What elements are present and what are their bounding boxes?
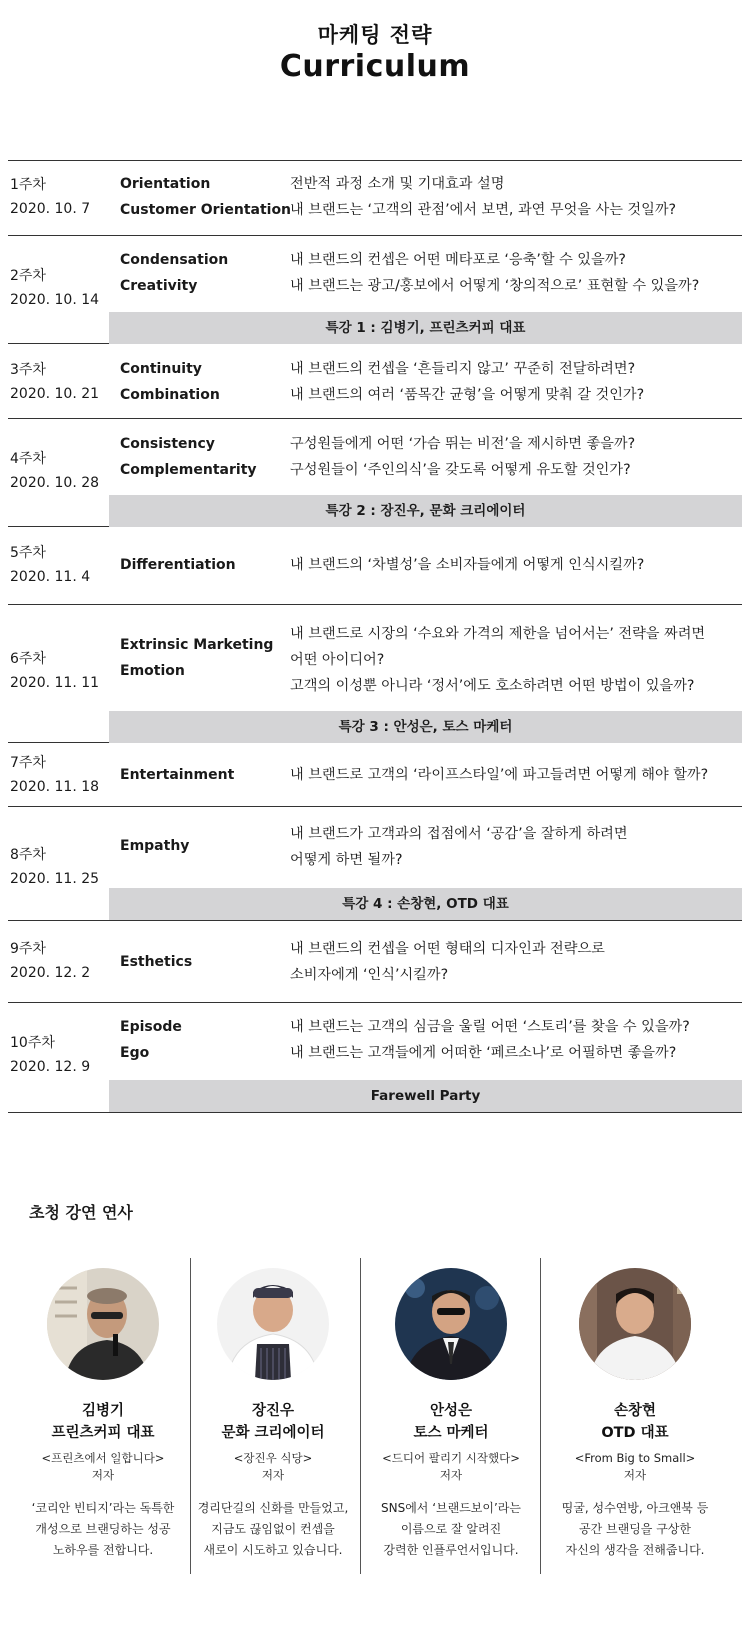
week-cell <box>10 264 99 312</box>
speaker-bio-line: 띵굴, 성수연방, 아크앤북 등 <box>561 1501 709 1515</box>
description-line: 어떤 아이디어? <box>290 652 385 668</box>
description-line: 내 브랜드의 컨셉을 어떤 형태의 디자인과 전략으로 <box>290 941 605 957</box>
speaker-photo <box>217 1268 329 1380</box>
curriculum-row-week-1 <box>8 161 742 236</box>
week-date: 2020. 10. 21 <box>10 386 100 402</box>
topic-cell <box>120 356 220 408</box>
topic-label: Empathy <box>120 838 190 854</box>
description-line: 내 브랜드가 고객과의 접점에서 ‘공감’을 잘하게 하려면 <box>290 826 628 842</box>
speaker-name: 장진우 <box>251 1403 295 1419</box>
topic-label: Continuity <box>120 361 202 377</box>
topic-label: Combination <box>120 387 220 403</box>
description-line: 소비자에게 ‘인식’시킬까? <box>290 967 449 983</box>
speaker-book: <드디어 팔리기 시작했다> <box>382 1451 520 1465</box>
speaker-name: 김병기 <box>81 1403 125 1419</box>
description-line: 어떻게 하면 될까? <box>290 852 403 868</box>
description-line: 구성원들에게 어떤 ‘가슴 뛰는 비전’을 제시하면 좋을까? <box>290 436 636 452</box>
curriculum-row-week-2 <box>8 236 742 344</box>
topic-cell <box>120 632 273 684</box>
curriculum-row-week-4 <box>8 419 742 527</box>
speaker-photo <box>395 1268 507 1380</box>
description-cell <box>290 1014 740 1066</box>
speaker-bio-line: 자신의 생각을 전해줍니다. <box>565 1543 705 1557</box>
speaker-card <box>16 1258 190 1561</box>
week-cell <box>10 751 99 799</box>
topic-label: Orientation <box>120 176 211 192</box>
special-lecture-banner: 특강 1 : 김병기, 프린츠커피 대표 <box>109 312 742 344</box>
curriculum-row-week-5 <box>8 527 742 605</box>
topic-label: Entertainment <box>120 767 235 783</box>
speaker-bio-line: 개성으로 브랜딩하는 성공 <box>35 1522 171 1536</box>
description-line: 구성원들이 ‘주인의식’을 갖도록 어떻게 유도할 것인가? <box>290 462 631 478</box>
speaker-book: <장진우 식당> <box>233 1451 313 1465</box>
topic-cell <box>120 949 192 975</box>
description-cell <box>290 247 740 299</box>
topic-cell <box>120 171 291 223</box>
speaker-bio-line: 강력한 인플루언서입니다. <box>383 1543 519 1557</box>
topic-label: Creativity <box>120 278 198 294</box>
description-cell <box>290 821 740 873</box>
curriculum-row-week-10 <box>8 1003 742 1113</box>
speaker-role: 토스 마케터 <box>413 1425 489 1441</box>
speaker-bio <box>16 1498 190 1561</box>
speaker-photo <box>579 1268 691 1380</box>
week-cell <box>10 173 90 221</box>
speaker-card <box>548 1258 722 1561</box>
week-date: 2020. 12. 2 <box>10 965 91 981</box>
description-cell <box>290 621 740 699</box>
topic-label: Ego <box>120 1045 150 1061</box>
topic-cell <box>120 833 189 859</box>
description-line: 내 브랜드의 컨셉은 어떤 메타포로 ‘응축’할 수 있을까? <box>290 252 626 268</box>
week-cell <box>10 447 99 495</box>
speakers-section-title: 초청 강연 연사 <box>29 1203 133 1222</box>
curriculum-row-week-8 <box>8 807 742 921</box>
speaker-bio-line: 새로이 시도하고 있습니다. <box>203 1543 343 1557</box>
description-line: 내 브랜드는 ‘고객의 관점’에서 보면, 과연 무엇을 사는 것일까? <box>290 202 677 218</box>
speaker-author-label: 저자 <box>91 1468 115 1482</box>
description-cell <box>290 552 740 578</box>
topic-label: Esthetics <box>120 954 193 970</box>
farewell-party-banner: Farewell Party <box>109 1080 742 1112</box>
topic-cell <box>120 431 257 483</box>
description-line: 내 브랜드로 시장의 ‘수요와 가격의 제한을 넘어서는’ 전략을 짜려면 <box>290 626 706 642</box>
description-line: 고객의 이성뿐 아니라 ‘정서’에도 호소하려면 어떤 방법이 있을까? <box>290 678 695 694</box>
topic-label: Extrinsic Marketing <box>120 637 274 653</box>
speaker-bio <box>186 1498 360 1561</box>
speaker-bio-line: 공간 브랜딩을 구상한 <box>579 1522 691 1536</box>
speaker-bio-line: 경리단길의 신화를 만들었고, <box>197 1501 349 1515</box>
week-label: 3주차 <box>10 362 46 378</box>
speaker-role: 문화 크리에이터 <box>221 1425 325 1441</box>
description-cell <box>290 356 740 408</box>
topic-label: Condensation <box>120 252 229 268</box>
week-date: 2020. 10. 7 <box>10 201 91 217</box>
topic-cell <box>120 552 236 578</box>
week-cell <box>10 843 99 891</box>
week-label: 4주차 <box>10 451 46 467</box>
speaker-bio-line: SNS에서 ‘브랜드보이’라는 <box>381 1501 521 1515</box>
topic-cell <box>120 762 234 788</box>
speaker-bio <box>364 1498 538 1561</box>
week-date: 2020. 11. 11 <box>10 675 100 691</box>
week-cell <box>10 647 99 695</box>
topic-label: Differentiation <box>120 557 236 573</box>
week-date: 2020. 10. 14 <box>10 292 100 308</box>
speaker-role: 프린츠커피 대표 <box>51 1425 155 1441</box>
curriculum-row-week-3 <box>8 344 742 419</box>
week-date: 2020. 11. 18 <box>10 779 100 795</box>
week-date: 2020. 12. 9 <box>10 1059 91 1075</box>
topic-label: Consistency <box>120 436 215 452</box>
week-date: 2020. 11. 25 <box>10 871 100 887</box>
page-title-english: Curriculum <box>279 49 471 84</box>
page-title-korean: 마케팅 전략 <box>317 23 433 47</box>
speaker-name: 안성은 <box>429 1403 473 1419</box>
special-lecture-banner: 특강 4 : 손창현, OTD 대표 <box>109 888 742 920</box>
speaker-book: <프린츠에서 일합니다> <box>41 1451 165 1465</box>
speaker-photo <box>47 1268 159 1380</box>
speaker-name: 손창현 <box>613 1403 657 1419</box>
speaker-bio-line: ‘코리안 빈티지’라는 독특한 <box>31 1501 175 1515</box>
topic-cell <box>120 1014 182 1066</box>
topic-label: Episode <box>120 1019 182 1035</box>
special-lecture-banner: 특강 2 : 장진우, 문화 크리에이터 <box>109 495 742 527</box>
week-cell <box>10 358 99 406</box>
speaker-author-label: 저자 <box>261 1468 285 1482</box>
topic-label: Emotion <box>120 663 185 679</box>
week-cell <box>10 937 90 985</box>
week-label: 2주차 <box>10 268 46 284</box>
description-line: 내 브랜드의 여러 ‘품목간 균형’을 어떻게 맞춰 갈 것인가? <box>290 387 645 403</box>
speaker-author-label: 저자 <box>623 1468 647 1482</box>
curriculum-table <box>8 160 742 1113</box>
page-header <box>0 20 750 84</box>
description-line: 내 브랜드는 고객들에게 어떠한 ‘페르소나’로 어필하면 좋을까? <box>290 1045 677 1061</box>
week-label: 7주차 <box>10 755 46 771</box>
speaker-card <box>186 1258 360 1561</box>
speaker-divider <box>540 1258 541 1574</box>
description-cell <box>290 762 740 788</box>
special-lecture-banner: 특강 3 : 안성은, 토스 마케터 <box>109 711 742 743</box>
speaker-author-label: 저자 <box>439 1468 463 1482</box>
speaker-card <box>364 1258 538 1561</box>
speaker-bio-line: 이름으로 잘 알려진 <box>400 1522 502 1536</box>
curriculum-row-week-7 <box>8 743 742 807</box>
speaker-book: <From Big to Small> <box>574 1451 696 1465</box>
speaker-bio-line: 지금도 끊임없이 컨셉을 <box>211 1522 335 1536</box>
week-date: 2020. 11. 4 <box>10 569 91 585</box>
week-cell <box>10 1031 90 1079</box>
description-cell <box>290 171 740 223</box>
description-cell <box>290 936 740 988</box>
week-label: 1주차 <box>10 177 46 193</box>
description-line: 내 브랜드는 광고/홍보에서 어떻게 ‘창의적으로’ 표현할 수 있을까? <box>290 278 700 294</box>
topic-label: Complementarity <box>120 462 257 478</box>
topic-label: Customer Orientation <box>120 202 292 218</box>
topic-cell <box>120 247 228 299</box>
week-label: 6주차 <box>10 651 46 667</box>
speaker-divider <box>360 1258 361 1574</box>
description-line: 내 브랜드는 고객의 심금을 울릴 어떤 ‘스토리’를 찾을 수 있을까? <box>290 1019 690 1035</box>
speaker-role: OTD 대표 <box>601 1425 669 1441</box>
description-cell <box>290 431 740 483</box>
week-label: 10주차 <box>10 1035 55 1051</box>
description-line: 내 브랜드의 ‘차별성’을 소비자들에게 어떻게 인식시킬까? <box>290 557 645 573</box>
description-line: 내 브랜드의 컨셉을 ‘흔들리지 않고’ 꾸준히 전달하려면? <box>290 361 636 377</box>
curriculum-row-week-6 <box>8 605 742 743</box>
week-label: 9주차 <box>10 941 46 957</box>
week-label: 5주차 <box>10 545 46 561</box>
week-label: 8주차 <box>10 847 46 863</box>
speaker-bio <box>548 1498 722 1561</box>
speaker-bio-line: 노하우를 전합니다. <box>52 1543 154 1557</box>
curriculum-row-week-9 <box>8 921 742 1003</box>
description-line: 전반적 과정 소개 및 기대효과 설명 <box>290 176 505 192</box>
description-line: 내 브랜드로 고객의 ‘라이프스타일’에 파고들려면 어떻게 해야 할까? <box>290 767 709 783</box>
week-date: 2020. 10. 28 <box>10 475 100 491</box>
week-cell <box>10 541 90 589</box>
